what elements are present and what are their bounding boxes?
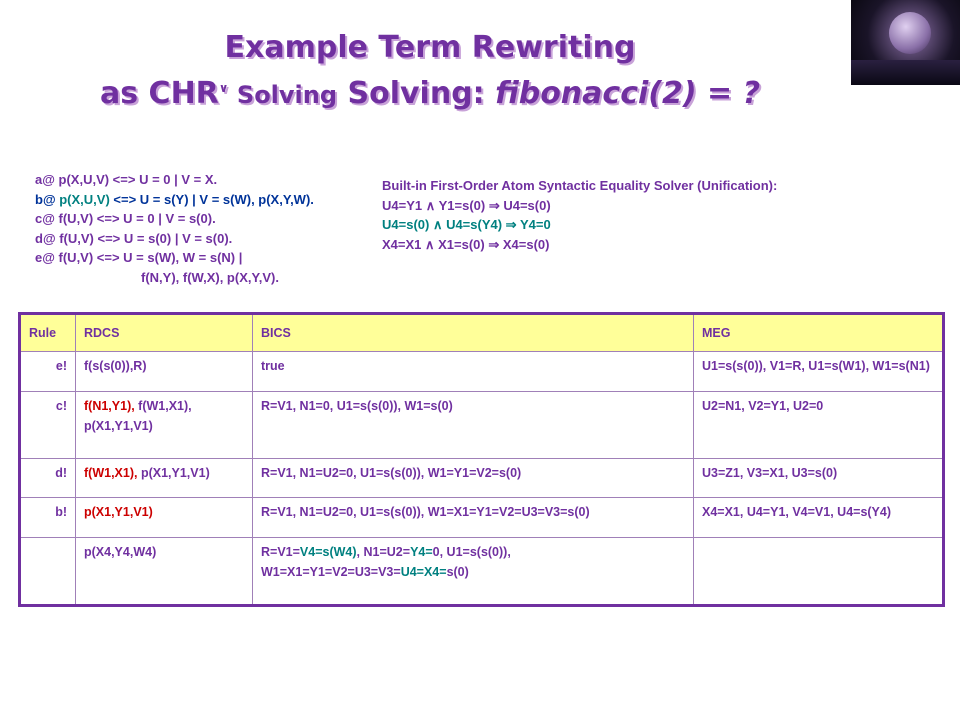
builtin-line-3: X4=X1 ∧ X1=s(0) ⇒ X4=s(0) xyxy=(382,236,550,252)
cell-bics: R=V1, N1=0, U1=s(s(0)), W1=s(0) xyxy=(253,391,694,458)
cell-meg: U2=N1, V2=Y1, U2=0 xyxy=(694,391,944,458)
cell-bics: R=V1, N1=U2=0, U1=s(s(0)), W1=Y1=V2=s(0) xyxy=(253,458,694,498)
cell-bics: R=V1, N1=U2=0, U1=s(s(0)), W1=X1=Y1=V2=U3=V3=s(0) xyxy=(253,498,694,538)
title-as-chr: as CHR xyxy=(100,76,219,111)
title-line-2 xyxy=(40,68,820,115)
bics-part-e: 0, U1=s(s(0)), xyxy=(432,544,511,559)
cell-rdcs xyxy=(76,391,253,458)
water-shape xyxy=(851,60,960,85)
chr-rules xyxy=(35,170,375,287)
bics-part-h: s(0) xyxy=(446,564,469,579)
title-solving: Solving: xyxy=(337,76,496,111)
cell-rdcs xyxy=(76,498,253,538)
rule-b xyxy=(35,190,375,210)
rule-b-body: <=> U = s(Y) | V = s(W), p(X,Y,W). xyxy=(109,191,314,207)
builtin-line-2: U4=s(0) ∧ U4=s(Y4) ⇒ Y4=0 xyxy=(382,217,551,232)
bics-part-d: Y4= xyxy=(410,544,433,559)
header-bics: BICS xyxy=(253,314,694,352)
title-sup: ∨ xyxy=(218,81,229,95)
cell-rule: b! xyxy=(20,498,76,538)
cell-bics: true xyxy=(253,352,694,392)
cell-rdcs: p(X4,Y4,W4) xyxy=(76,537,253,605)
rule-a: a@ p(X,U,V) <=> U = 0 | V = X. xyxy=(35,172,218,187)
cell-bics xyxy=(253,537,694,605)
bics-part-f: W1=X1=Y1=V2=U3=V3= xyxy=(261,564,401,579)
cell-rdcs-rest: p(X1,Y1,V1) xyxy=(137,465,210,480)
cell-rdcs xyxy=(76,458,253,498)
corner-decorative-image xyxy=(851,0,960,85)
bics-part-a: R=V1= xyxy=(261,544,300,559)
bics-part-b: V4=s(W4) xyxy=(299,544,357,559)
cell-meg: U3=Z1, V3=X1, U3=s(0) xyxy=(694,458,944,498)
builtin-solver xyxy=(382,176,902,254)
bics-part-c: , N1=U2= xyxy=(356,544,411,559)
rule-c: c@ f(U,V) <=> U = 0 | V = s(0). xyxy=(35,211,216,226)
builtin-line-1: U4=Y1 ∧ Y1=s(0) ⇒ U4=s(0) xyxy=(382,197,551,213)
cell-meg: U1=s(s(0)), V1=R, U1=s(W1), W1=s(N1) xyxy=(694,352,944,392)
table-row xyxy=(20,537,944,605)
cell-rdcs-rest: f(W1,X1), p(X1,Y1,V1) xyxy=(84,398,192,433)
bics-part-g: U4=X4= xyxy=(400,564,447,579)
cell-rdcs: f(s(s(0)),R) xyxy=(76,352,253,392)
rule-b-head: p(X,U,V) xyxy=(59,191,110,207)
cell-meg xyxy=(694,537,944,605)
cell-rdcs-selected: f(N1,Y1), xyxy=(84,398,135,413)
cell-rdcs-selected: p(X1,Y1,V1) xyxy=(84,505,153,520)
table-row xyxy=(20,498,944,538)
rule-d: d@ f(U,V) <=> U = s(0) | V = s(0). xyxy=(35,230,233,246)
title-line-1: Example Term Rewriting xyxy=(224,30,636,65)
table-row xyxy=(20,391,944,458)
slide-title xyxy=(40,28,820,115)
header-meg: MEG xyxy=(694,314,944,352)
derivation-table xyxy=(18,312,945,607)
header-rule: Rule xyxy=(20,314,76,352)
cell-meg: X4=X1, U4=Y1, V4=V1, U4=s(Y4) xyxy=(694,498,944,538)
title-solving-small: Solving xyxy=(228,81,338,109)
cell-rule: c! xyxy=(20,391,76,458)
cell-rule: d! xyxy=(20,458,76,498)
cell-rule: e! xyxy=(20,352,76,392)
rule-b-prefix: b@ xyxy=(35,191,60,207)
cell-rule xyxy=(20,537,76,605)
cell-rdcs-selected: f(W1,X1), xyxy=(84,465,138,480)
title-fibonacci: fibonacci(2) = ? xyxy=(495,76,760,111)
table-row xyxy=(20,458,944,498)
table-header-row xyxy=(20,314,944,352)
moon-shape xyxy=(889,12,931,54)
table-row xyxy=(20,352,944,392)
header-rdcs: RDCS xyxy=(76,314,253,352)
builtin-heading: Built-in First-Order Atom Syntactic Equality Solver (Unification): xyxy=(382,178,778,193)
rule-e-line-1: e@ f(U,V) <=> U = s(W), W = s(N) | xyxy=(35,250,243,265)
rule-e-line-2: f(N,Y), f(W,X), p(X,Y,V). xyxy=(141,269,279,285)
